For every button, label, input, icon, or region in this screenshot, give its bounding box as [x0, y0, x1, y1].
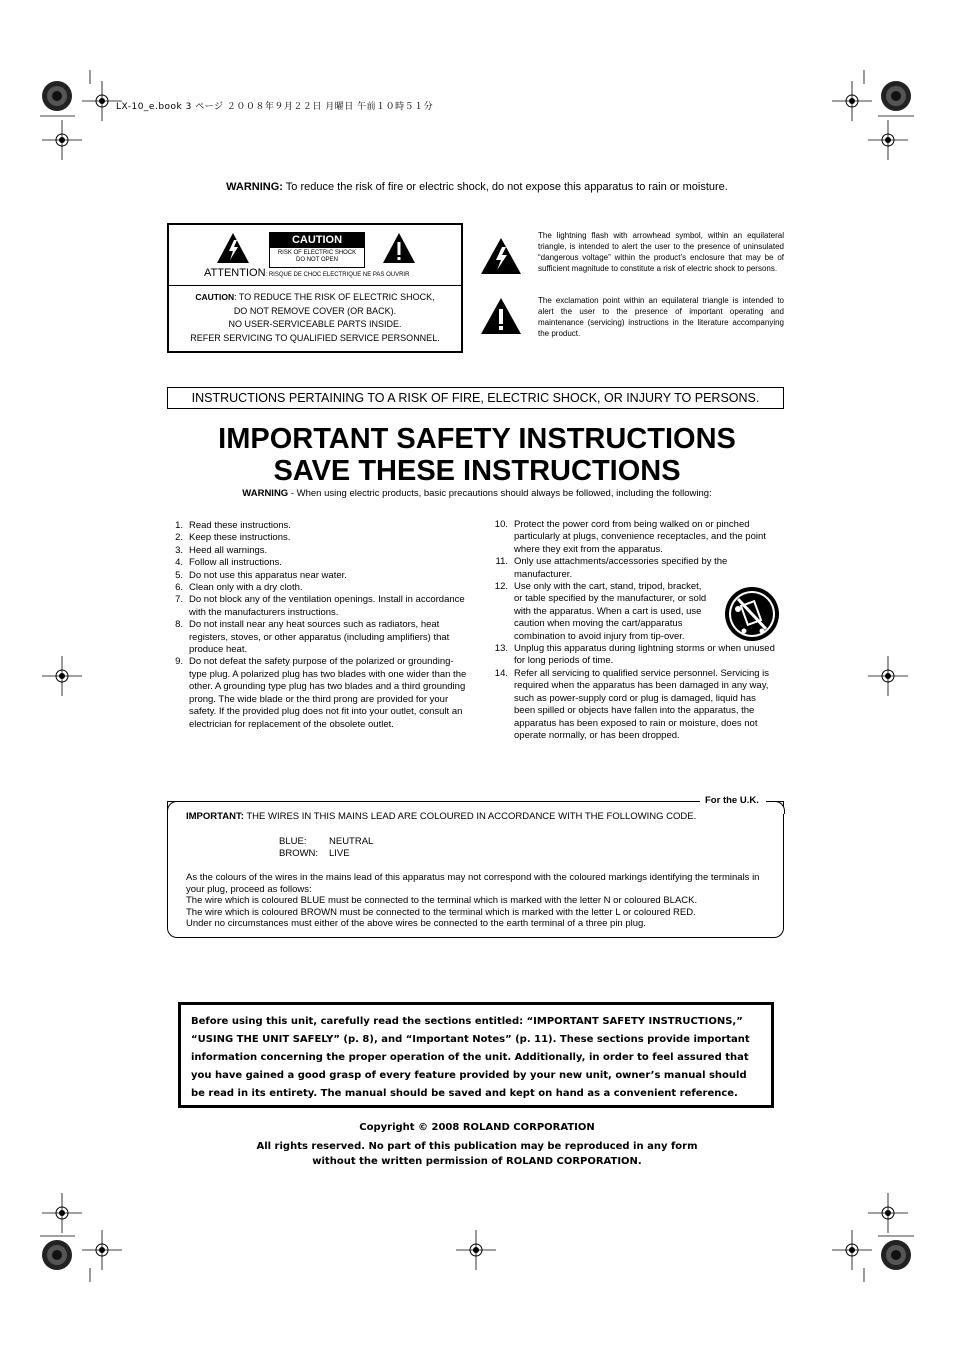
- uk-brown-value: LIVE: [329, 848, 350, 859]
- list-item: 8. Do not install near any heat sources such as radiators, heat registers, stoves, or other apparatus (including amplifiers) that produce heat.: [175, 619, 450, 656]
- caution-line-3: NO USER-SERVICEABLE PARTS INSIDE.: [228, 319, 402, 329]
- risk-line-1: RISK OF ELECTRIC SHOCK: [277, 250, 357, 256]
- rights-line-1: All rights reserved. No part of this publication may be reproduced in any form: [256, 1141, 698, 1152]
- title-line-2: SAVE THESE INSTRUCTIONS: [273, 455, 681, 487]
- uk-brown-label: BROWN:: [279, 848, 319, 859]
- copyright-line: Copyright © 2008 ROLAND CORPORATION: [359, 1122, 595, 1133]
- read-before-use-box: Before using this unit, carefully read the sections entitled: “IMPORTANT SAFETY INSTRUCTIONS,” “USING THE UNIT SAFELY” (p. 8), and “Important Notes” (p. 11). These sections provide important information concerning the proper operation of the unit. Additionally, in order to feel assured that you have gained a good grasp of every feature provided by your new unit, owner’s manual should be read in its entirety. The manual should be saved and kept on hand as a convenient reference.: [178, 1002, 774, 1108]
- list-item: 7. Do not block any of the ventilation openings. Install in accordance with the manufacturers instructions.: [175, 594, 465, 618]
- attention-label: ATTENTION: [204, 267, 266, 279]
- risk-text: [270, 248, 364, 267]
- exclamation-triangle-icon: [382, 232, 416, 264]
- uk-para-2: The wire which is coloured BLUE must be connected to the terminal which is marked with the letter N or coloured BLACK.: [186, 895, 698, 907]
- lightning-symbol-icon: [480, 237, 522, 275]
- exclamation-symbol-icon: [480, 297, 522, 335]
- uk-important-label: IMPORTANT:: [186, 811, 244, 822]
- list-item: 2. Keep these instructions.: [175, 532, 291, 544]
- uk-heading: For the U.K.: [705, 795, 759, 806]
- uk-para-1: As the colours of the wires in the mains lead of this apparatus may not correspond with the coloured markings identifying the terminals in your plug, proceed as follows:: [186, 872, 760, 895]
- caution-inline-label: CAUTION: [195, 292, 235, 302]
- precautions-label: WARNING: [242, 488, 289, 499]
- caution-label: [269, 232, 365, 268]
- caution-line-4: REFER SERVICING TO QUALIFIED SERVICE PERSONNEL.: [190, 332, 440, 343]
- list-item: 11. Only use attachments/accessories specified by the manufacturer.: [495, 556, 728, 580]
- list-item: 9. Do not defeat the safety purpose of the polarized or grounding-type plug. A polarized plug has two blades with one wider than the other. A grounding type plug has two blades and a third grounding prong. The wide blade or the third prong are provided for your safety. If the provided plug does not fit into your outlet, consult an electrician for replacement of the obsolete outlet.: [175, 656, 467, 730]
- list-item: 1. Read these instructions.: [175, 520, 291, 531]
- uk-blue-value: NEUTRAL: [329, 836, 374, 847]
- list-item: 5. Do not use this apparatus near water.: [175, 569, 347, 581]
- uk-blue-label: BLUE:: [279, 836, 307, 847]
- uk-para-4: Under no circumstances must either of the above wires be connected to the earth terminal of a three pin plug.: [186, 918, 646, 930]
- list-item: 10. Protect the power cord from being walked on or pinched particularly at plugs, convenience receptacles, and the point where they exit from the apparatus.: [494, 519, 766, 555]
- warning-text: To reduce the risk of fire or electric shock, do not expose this apparatus to rain or moisture.: [282, 181, 728, 193]
- instructions-bar: INSTRUCTIONS PERTAINING TO A RISK OF FIRE, ELECTRIC SHOCK, OR INJURY TO PERSONS.: [167, 387, 784, 409]
- lightning-triangle-icon: [216, 232, 250, 264]
- list-item: 6. Clean only with a dry cloth.: [175, 582, 303, 594]
- attention-line: [204, 267, 409, 279]
- uk-important-text: THE WIRES IN THIS MAINS LEAD ARE COLOURED IN ACCORDANCE WITH THE FOLLOWING CODE.: [243, 811, 697, 822]
- caution-box-bottom: [169, 291, 461, 345]
- instructions-list-left: [161, 520, 471, 731]
- uk-box-corner-left: [167, 801, 180, 814]
- precautions-warning: [0, 488, 954, 499]
- lightning-description: The lightning flash with arrowhead symbol, within an equilateral triangle, is intended to alert the user to the presence of uninsulated “dangerous voltage” within the product’s enclosure that may be of sufficient magnitude to constitute a risk of electric shock to persons.: [538, 231, 784, 273]
- title-line-1: IMPORTANT SAFETY INSTRUCTIONS: [218, 423, 736, 455]
- warning-statement: [0, 181, 954, 193]
- uk-important-line: [186, 811, 696, 823]
- caution-box-top: [169, 225, 461, 286]
- cart-tipover-icon: [724, 585, 780, 643]
- exclamation-description: The exclamation point within an equilateral triangle is intended to alert the user to the presence of important operating and maintenance (servicing) instructions in the literature accompanying the product.: [538, 296, 784, 338]
- uk-paragraphs: [186, 872, 766, 930]
- list-item: 12. Use only with the cart, stand, tripod, bracket, or table specified by the manufacturer, or sold with the apparatus. When a cart is used, use caution when moving the cart/apparatus combination to avoid injury from tip-over.: [494, 581, 707, 642]
- attention-text: : RISQUE DE CHOC ELECTRIQUE NE PAS OUVRIR: [265, 272, 410, 278]
- caution-title: CAUTION: [270, 233, 364, 248]
- risk-line-2: DO NOT OPEN: [296, 257, 338, 263]
- caution-line-1: : TO REDUCE THE RISK OF ELECTRIC SHOCK,: [234, 292, 435, 302]
- list-item: 4. Follow all instructions.: [175, 557, 282, 569]
- book-header: LX-10_e.book 3 ページ ２００８年９月２２日 月曜日 午前１０時５１分: [116, 102, 434, 112]
- list-item: 3. Heed all warnings.: [175, 544, 268, 556]
- rights-line-2: without the written permission of ROLAND CORPORATION.: [312, 1156, 642, 1167]
- caution-line-2: DO NOT REMOVE COVER (OR BACK).: [233, 305, 397, 316]
- uk-box-top-border: [167, 801, 700, 802]
- list-item: 13. Unplug this apparatus during lightning storms or when unused for long periods of time.: [494, 643, 775, 667]
- warning-label: WARNING:: [226, 181, 283, 193]
- uk-para-3: The wire which is coloured BROWN must be connected to the terminal which is marked with the letter L or coloured RED.: [186, 906, 696, 918]
- caution-box: [167, 223, 463, 353]
- precautions-text: - When using electric products, basic precautions should always be followed, including the following:: [288, 488, 712, 499]
- list-item: 14. Refer all servicing to qualified service personnel. Servicing is required when the apparatus has been damaged in any way, such as power-supply cord or plug is damaged, liquid has been spilled or objects have fallen into the apparatus, the apparatus has been exposed to rain or moisture, does not operate normally, or has been dropped.: [494, 667, 770, 741]
